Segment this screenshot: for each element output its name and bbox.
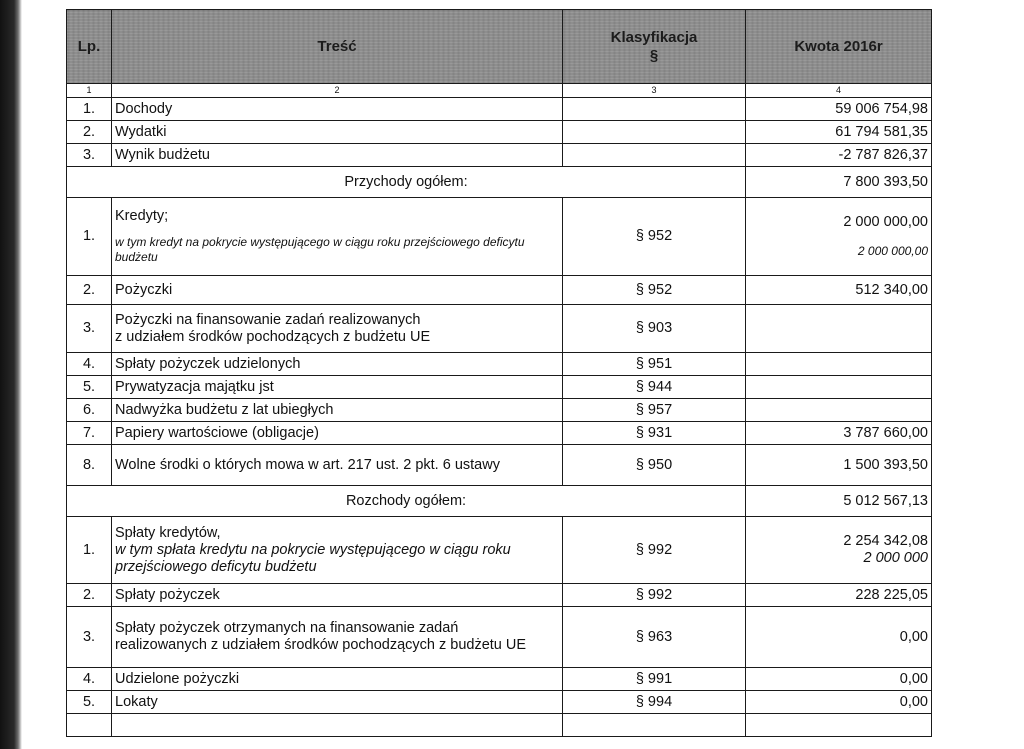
- cell-kwota: 3 787 660,00: [746, 422, 932, 445]
- cell-tresc-main: Spłaty kredytów,: [115, 524, 221, 541]
- cell-kwota: [746, 376, 932, 399]
- przychody-label: Przychody ogółem:: [67, 167, 746, 198]
- rozchody-summary-row: [67, 486, 932, 517]
- table-row: [67, 584, 932, 607]
- cell-kwota-main: 2 000 000,00: [843, 213, 928, 230]
- cell-tresc: [112, 714, 563, 737]
- table-row: [67, 121, 932, 144]
- cell-klasyfikacja: § 944: [563, 376, 746, 399]
- cell-lp: 2.: [67, 121, 112, 144]
- header-row: [67, 10, 932, 84]
- table-row: [67, 376, 932, 399]
- header-paragraf: §: [649, 46, 659, 64]
- cell-tresc: [112, 198, 563, 276]
- cell-tresc: Wolne środki o których mowa w art. 217 ust. 2 pkt. 6 ustawy: [112, 445, 563, 486]
- column-number: 3: [563, 84, 746, 98]
- cell-kwota-sub: 2 000 000: [863, 550, 928, 566]
- table-row: [67, 305, 932, 353]
- cell-tresc-sub: przejściowego deficytu budżetu: [115, 558, 317, 575]
- cell-klasyfikacja: § 903: [563, 305, 746, 353]
- cell-klasyfikacja: § 994: [563, 691, 746, 714]
- cell-kwota-sub: 2 000 000,00: [857, 243, 928, 258]
- column-numbers-row: [67, 84, 932, 98]
- cell-lp: 7.: [67, 422, 112, 445]
- cell-lp: 2.: [67, 276, 112, 305]
- table-row: [67, 445, 932, 486]
- table-row: [67, 353, 932, 376]
- cell-lp: 3.: [67, 144, 112, 167]
- header-tresc: Treść: [112, 10, 563, 84]
- cell-klasyfikacja: § 951: [563, 353, 746, 376]
- cell-tresc: Udzielone pożyczki: [112, 668, 563, 691]
- cell-klasyfikacja: [563, 144, 746, 167]
- table-row: [67, 517, 932, 584]
- cell-kwota: [746, 517, 932, 584]
- cell-klasyfikacja: § 963: [563, 607, 746, 668]
- cell-lp: 1.: [67, 517, 112, 584]
- table-row: [67, 399, 932, 422]
- cell-kwota: 1 500 393,50: [746, 445, 932, 486]
- table-row: [67, 144, 932, 167]
- cell-lp: 3.: [67, 305, 112, 353]
- scan-left-edge: [0, 0, 22, 749]
- cell-tresc: [112, 305, 563, 353]
- cell-kwota: 228 225,05: [746, 584, 932, 607]
- table-row: [67, 691, 932, 714]
- cell-klasyfikacja: § 952: [563, 198, 746, 276]
- cell-lp: 8.: [67, 445, 112, 486]
- cell-tresc: Pożyczki: [112, 276, 563, 305]
- table-row: [67, 422, 932, 445]
- table-row: [67, 276, 932, 305]
- cell-kwota: [746, 353, 932, 376]
- cell-lp: 2.: [67, 584, 112, 607]
- cell-klasyfikacja: [563, 98, 746, 121]
- spacer: [115, 225, 559, 235]
- cell-tresc: Wydatki: [112, 121, 563, 144]
- cell-tresc: Nadwyżka budżetu z lat ubiegłych: [112, 399, 563, 422]
- cell-lp: 4.: [67, 353, 112, 376]
- cell-klasyfikacja: § 952: [563, 276, 746, 305]
- cell-kwota: 0,00: [746, 668, 932, 691]
- cell-tresc: Wynik budżetu: [112, 144, 563, 167]
- table-row-cut-off: [67, 714, 932, 737]
- cell-lp: 6.: [67, 399, 112, 422]
- header-kwota: Kwota 2016r: [746, 10, 932, 84]
- cell-lp: 1.: [67, 198, 112, 276]
- table-row: [67, 198, 932, 276]
- cell-tresc-line: Pożyczki na finansowanie zadań realizowanych: [115, 311, 421, 328]
- cell-lp: 3.: [67, 607, 112, 668]
- table-row: [67, 607, 932, 668]
- cell-tresc-sub: w tym spłata kredytu na pokrycie występującego w ciągu roku: [115, 541, 511, 558]
- cell-klasyfikacja: § 931: [563, 422, 746, 445]
- table-row: [67, 668, 932, 691]
- cell-lp: [67, 714, 112, 737]
- cell-kwota: [746, 399, 932, 422]
- cell-kwota: [746, 305, 932, 353]
- cell-kwota-main: 2 254 342,08: [843, 533, 928, 549]
- cell-kwota: 0,00: [746, 691, 932, 714]
- przychody-summary-row: [67, 167, 932, 198]
- cell-tresc: Spłaty pożyczek: [112, 584, 563, 607]
- cell-klasyfikacja: § 950: [563, 445, 746, 486]
- cell-klasyfikacja: § 957: [563, 399, 746, 422]
- budget-table: [66, 9, 932, 737]
- cell-tresc: [112, 517, 563, 584]
- cell-lp: 4.: [67, 668, 112, 691]
- cell-tresc: Dochody: [112, 98, 563, 121]
- cell-klasyfikacja: [563, 121, 746, 144]
- cell-tresc-main: Kredyty;: [115, 208, 169, 224]
- cell-kwota: 59 006 754,98: [746, 98, 932, 121]
- cell-klasyfikacja: § 992: [563, 584, 746, 607]
- cell-tresc: Prywatyzacja majątku jst: [112, 376, 563, 399]
- cell-kwota: 0,00: [746, 607, 932, 668]
- header-klasyfikacja: [563, 10, 746, 84]
- cell-tresc-sub: w tym kredyt na pokrycie występującego w ciągu roku przejściowego deficytu budżetu: [115, 235, 525, 264]
- cell-tresc: Lokaty: [112, 691, 563, 714]
- header-lp: Lp.: [67, 10, 112, 84]
- cell-kwota: 61 794 581,35: [746, 121, 932, 144]
- column-number: 2: [112, 84, 563, 98]
- rozchody-label: Rozchody ogółem:: [67, 486, 746, 517]
- column-number: 1: [67, 84, 112, 98]
- cell-lp: 5.: [67, 691, 112, 714]
- cell-kwota: [746, 714, 932, 737]
- cell-lp: 5.: [67, 376, 112, 399]
- cell-klasyfikacja: § 991: [563, 668, 746, 691]
- cell-tresc: Papiery wartościowe (obligacje): [112, 422, 563, 445]
- table-row: [67, 98, 932, 121]
- cell-tresc-line: realizowanych z udziałem środków pochodzących z budżetu UE: [115, 637, 527, 653]
- column-number: 4: [746, 84, 932, 98]
- cell-lp: 1.: [67, 98, 112, 121]
- przychody-total: 7 800 393,50: [746, 167, 932, 198]
- cell-tresc: [112, 607, 563, 668]
- rozchody-total: 5 012 567,13: [746, 486, 932, 517]
- cell-klasyfikacja: § 992: [563, 517, 746, 584]
- cell-tresc-line: z udziałem środków pochodzących z budżetu UE: [115, 328, 431, 345]
- cell-tresc-line: Spłaty pożyczek otrzymanych na finansowanie zadań: [115, 620, 459, 636]
- cell-kwota: [746, 198, 932, 276]
- cell-tresc: Spłaty pożyczek udzielonych: [112, 353, 563, 376]
- header-klasyfikacja-label: Klasyfikacja: [610, 28, 698, 46]
- cell-kwota: 512 340,00: [746, 276, 932, 305]
- cell-klasyfikacja: [563, 714, 746, 737]
- cell-kwota: -2 787 826,37: [746, 144, 932, 167]
